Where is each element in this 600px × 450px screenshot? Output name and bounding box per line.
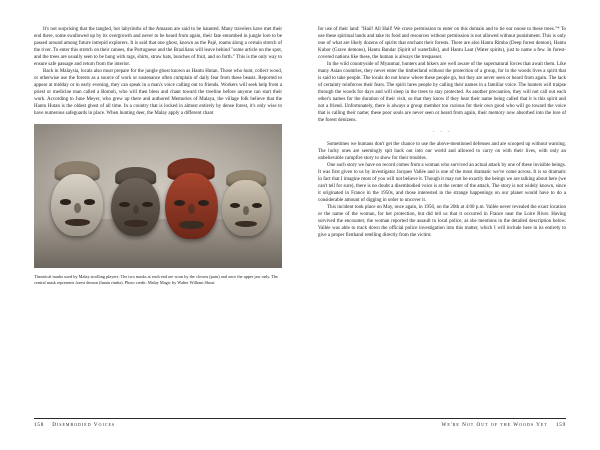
mask-eye — [198, 200, 209, 206]
paragraph: for use of their land: "Hail! All Hail! We crave permission to enter on this domain and to tie our noose to these trees."* To use these spiritual lands and take its food and resources without permission is not allowed without punishment. This is only one of what are likely dozens of spirits that enchant their forests. There are also Hantu Rimba (Deep forest demon), Hantu Kubor (Grave demons), Hantu Bandar (Spirit of waterfalls), and Hantu Laut (Water spirits), just to name a few. In forest-covered nations like these, the human is always the trespasser. — [318, 27, 566, 60]
dark-demon-mask — [111, 178, 161, 236]
figure-caption: Theatrical masks used by Malay strolling players. The two masks at each end are worn by the clowns (pran) and once the upper jaw only. The central mask represents forest demon (hantu rimba). Photo credit: Malay Magic by Walter William Skeat. — [34, 274, 278, 286]
left-folio-number: 158 — [34, 422, 45, 428]
mask-face — [222, 180, 269, 236]
mask-nose — [243, 206, 249, 215]
paragraph: Sometimes we humans don't get the chance to use the above-mentioned defenses and are scooped up without warning. The lucky ones are seemingly spit back out into our world and allowed to carry on with their lives, with only an unbelievable campfire story to show for their troubles. — [318, 142, 566, 161]
mask-eye — [252, 203, 262, 208]
right-folio-number: 159 — [555, 422, 566, 428]
mask-mouth — [235, 221, 258, 228]
mask-eye — [119, 202, 130, 207]
mask-face — [51, 174, 103, 236]
section-separator: · · · — [432, 129, 452, 135]
pale-clown-mask-right — [222, 180, 269, 236]
mask-nose — [188, 204, 194, 215]
mask-nose — [133, 205, 139, 214]
page-footer — [34, 418, 566, 434]
figure — [34, 124, 282, 286]
mask-nose — [74, 203, 80, 213]
paragraph: This incident took place on May, once again, in 1950, on the 20th at 4:00 p.m. Vallée never revealed the exact location or the name of the woman, for her protection, but did tell us that it occurred in France near the Loire River. Having survived the encounter, the woman reported the assault to local police, as she mentions in the detailed description below. Vallée was able to track down the official police investigation into this matter, which I will include here in its entirety to give a proper firsthand retelling directly from the victim: — [318, 205, 566, 238]
mask-mouth — [65, 219, 90, 226]
mask-face — [111, 178, 161, 236]
mask-eye — [142, 202, 153, 207]
mask-eye — [60, 199, 71, 205]
figure-photograph — [34, 124, 282, 268]
mask-mouth — [124, 220, 148, 227]
mask-eye — [174, 200, 185, 206]
red-forest-demon-mask — [165, 173, 217, 239]
paragraph: It's not surprising that the tangled, hot labyrinths of the Amazon are said to be haunted. Many travelers have met their end there, some swallowed up by its overgrowth and never to be heard from again, their fate entombed in jungle lore to be passed around among future intrepid explorers. It is said that one ghost, known as the Pajé, roams along a certain stretch of the river. To enter this stretch on their canoes, the Portuguese and the Brazilians will leave behind "some article on the spot, and the trees are usually seen to be hung with rags, shirts, straw hats, bunches of fruit, and so forth." This is the only way to ensure safe passage and return from the interior. — [34, 27, 282, 67]
left-folio — [34, 422, 115, 428]
paragraph: One such story we have on record comes from a woman who survived an actual attack by one of these invisible beings. It was first given to us by investigator Jacques Vallée and is one of the most dramatic we've come across. It is so dramatic in fact that I imagine most of you will not believe it. Though it may not be exactly the beings we are talking about here (we can't tell for sure), there is no doubt a disembodied voice is at the center of the attack. The story is not widely known, since it originated in France in the 1950s, and those interested in the strange happenings on our planet would have to do a considerable amount of digging in order to uncover it. — [318, 163, 566, 203]
left-page — [34, 26, 300, 450]
left-folio-title: Disembodied Voices — [52, 422, 116, 428]
paragraph: Back in Malaysia, locals also must prepare for the jungle ghost known as Hantu Hutan. Those who hunt, collect wood, or otherwise use the forests as a source of work or sustenance often complain of daily fear from these beasts. Reported to appear at midday or in early evening, they can speak in a man's voice calling out to friends. Workers will seek help from a priest or medicine man called a Bomoh, who will then bless and chant toward the treeline before anyone can start their work. According to June Meyer, who grew up there and authored Memories of Malaya, the village folk believe that the Hantu Hutan is the oldest ghost of all time. In a country that is locked in almost entirely by dense forest, it's only wise to have numerous safeguards in place. When hunting deer, the Malay apply a different chant — [34, 69, 282, 116]
mask-face — [165, 173, 217, 239]
mask-eye — [84, 199, 95, 205]
paragraph: In the wild countryside of Myanmar, hunters and hikers are well aware of the supernatural forces that await them. Like many Asian countries, they never enter the timberland without the protection of a group, for in the woods lives a spirit that is said to take people. The locals do not know where these people go, but they are never seen or heard from again. The lack of certainty reinforces their fears. The spirit lures people by calling their names in a familiar voice. The hunters will traipse through the woods for days and will sleep in the trees to stay protected. As another precaution, they will not call out each other's names for the duration of their visit, so that they know if they hear their name being called that it is this spirit and not a friend. Unfortunately, there is always a group member too curious for their own good who will go toward the voice that is calling their name; these poor souls are never seen or heard from again, their memory now absorbed into the lore of the forest denizens. — [318, 62, 566, 123]
right-page — [300, 26, 566, 450]
mask-mouth — [179, 221, 204, 229]
footer-rule — [34, 418, 566, 419]
mask-eye — [230, 203, 240, 208]
right-folio-title: We're Not Out of the Woods Yet — [441, 422, 548, 428]
right-folio — [441, 422, 566, 428]
pale-clown-mask — [51, 174, 103, 236]
